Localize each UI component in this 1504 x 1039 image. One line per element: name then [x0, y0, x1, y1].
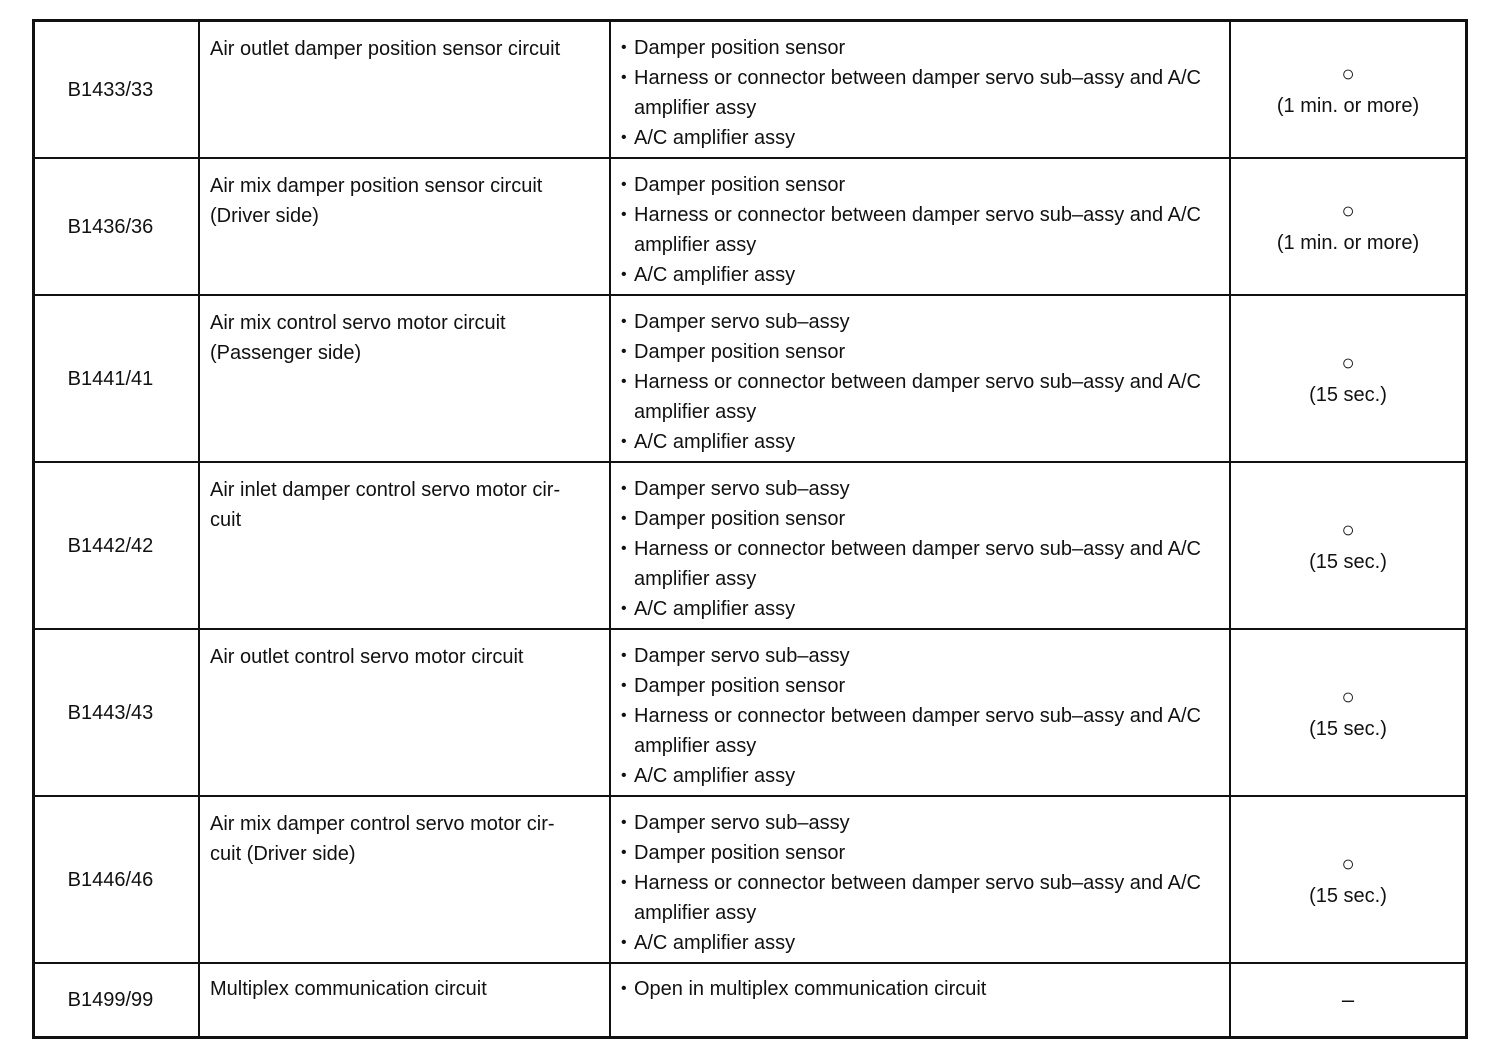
detection-item: Air mix control servo motor circuit (Passenger side): [210, 312, 506, 364]
detection-item: Multiplex communication circuit: [210, 978, 487, 1000]
dtc-code: B1441/41: [67, 367, 154, 390]
check-cell: [1230, 21, 1467, 159]
trouble-area-item: • A/C amplifier assy: [621, 427, 1223, 457]
trouble-area-item: • Damper position sensor: [621, 170, 1223, 200]
circle-mark-icon: –: [1341, 986, 1355, 1012]
trouble-area-item: • Harness or connector between damper servo sub–assy and A/C amplifier assy: [621, 367, 1223, 427]
dtc-code: B1443/43: [67, 701, 154, 724]
check-duration: (1 min. or more): [1276, 94, 1420, 117]
dtc-code: B1499/99: [67, 988, 154, 1011]
detection-item: Air mix damper control servo motor cir- cuit (Driver side): [210, 813, 555, 865]
trouble-area-item: • Damper position sensor: [621, 33, 1223, 63]
dtc-code: B1442/42: [67, 534, 154, 557]
trouble-area-list: [611, 22, 1229, 157]
trouble-area-item: • Damper position sensor: [621, 504, 1223, 534]
trouble-area-item: • Damper servo sub–assy: [621, 808, 1223, 838]
detection-item: Air mix damper position sensor circuit (Driver side): [210, 175, 543, 227]
trouble-area-item: • A/C amplifier assy: [621, 123, 1223, 153]
circle-mark-icon: ○: [1341, 850, 1355, 876]
detection-item-cell: [199, 796, 610, 963]
dtc-code-cell: [34, 629, 200, 796]
check-duration: (15 sec.): [1309, 717, 1387, 740]
dtc-code: B1446/46: [67, 868, 154, 891]
trouble-area-item: • Damper servo sub–assy: [621, 474, 1223, 504]
trouble-area-list: [611, 296, 1229, 461]
trouble-area-item: • Damper servo sub–assy: [621, 641, 1223, 671]
trouble-area-item: • A/C amplifier assy: [621, 260, 1223, 290]
trouble-area-list: [611, 630, 1229, 795]
dtc-code: B1436/36: [67, 215, 154, 238]
dtc-table: [32, 19, 1468, 1039]
dtc-code-cell: [34, 295, 200, 462]
circle-mark-icon: ○: [1341, 683, 1355, 709]
trouble-area-cell: [610, 796, 1230, 963]
trouble-area-item: • Harness or connector between damper servo sub–assy and A/C amplifier assy: [621, 200, 1223, 260]
detection-item: Air outlet damper position sensor circuit: [210, 38, 561, 60]
detection-item-cell: [199, 295, 610, 462]
trouble-area-item: • Damper position sensor: [621, 671, 1223, 701]
check-duration: (15 sec.): [1309, 550, 1387, 573]
detection-item-cell: [199, 629, 610, 796]
table-row: [34, 796, 1467, 963]
trouble-area-list: [611, 797, 1229, 962]
dtc-code-cell: [34, 21, 200, 159]
table-row: [34, 462, 1467, 629]
table-row: [34, 21, 1467, 159]
dtc-code: B1433/33: [67, 78, 154, 101]
check-duration: (1 min. or more): [1276, 231, 1420, 254]
dtc-code-cell: [34, 158, 200, 295]
trouble-area-list: [611, 463, 1229, 628]
trouble-area-list: [611, 159, 1229, 294]
trouble-area-item: • A/C amplifier assy: [621, 761, 1223, 791]
check-duration: (15 sec.): [1309, 383, 1387, 406]
table-row: [34, 629, 1467, 796]
trouble-area-cell: [610, 158, 1230, 295]
trouble-area-item: • Harness or connector between damper servo sub–assy and A/C amplifier assy: [621, 701, 1223, 761]
circle-mark-icon: ○: [1341, 516, 1355, 542]
trouble-area-list: [611, 964, 1229, 1008]
detection-item-cell: [199, 21, 610, 159]
trouble-area-item: • Damper position sensor: [621, 838, 1223, 868]
trouble-area-cell: [610, 462, 1230, 629]
trouble-area-cell: [610, 295, 1230, 462]
trouble-area-item: • Harness or connector between damper servo sub–assy and A/C amplifier assy: [621, 63, 1223, 123]
check-cell: [1230, 796, 1467, 963]
trouble-area-item: • Damper position sensor: [621, 337, 1223, 367]
trouble-area-item: • Harness or connector between damper servo sub–assy and A/C amplifier assy: [621, 534, 1223, 594]
table-row: [34, 158, 1467, 295]
trouble-area-item: • Open in multiplex communication circuit: [621, 974, 1223, 1004]
circle-mark-icon: ○: [1341, 60, 1355, 86]
detection-item: Air inlet damper control servo motor cir- cuit: [210, 479, 561, 531]
check-cell: [1230, 295, 1467, 462]
dtc-code-cell: [34, 796, 200, 963]
trouble-area-item: • Damper servo sub–assy: [621, 307, 1223, 337]
trouble-area-cell: [610, 21, 1230, 159]
detection-item: Air outlet control servo motor circuit: [210, 646, 524, 668]
trouble-area-item: • Harness or connector between damper servo sub–assy and A/C amplifier assy: [621, 868, 1223, 928]
trouble-area-cell: [610, 629, 1230, 796]
detection-item-cell: [199, 158, 610, 295]
check-cell: [1230, 158, 1467, 295]
dtc-table-body: [34, 21, 1467, 1038]
circle-mark-icon: ○: [1341, 349, 1355, 375]
table-row: [34, 295, 1467, 462]
check-duration: (15 sec.): [1309, 884, 1387, 907]
dtc-code-cell: [34, 462, 200, 629]
check-cell: [1230, 462, 1467, 629]
detection-item-cell: [199, 462, 610, 629]
trouble-area-item: • A/C amplifier assy: [621, 594, 1223, 624]
circle-mark-icon: ○: [1341, 197, 1355, 223]
trouble-area-item: • A/C amplifier assy: [621, 928, 1223, 958]
check-cell: [1230, 629, 1467, 796]
